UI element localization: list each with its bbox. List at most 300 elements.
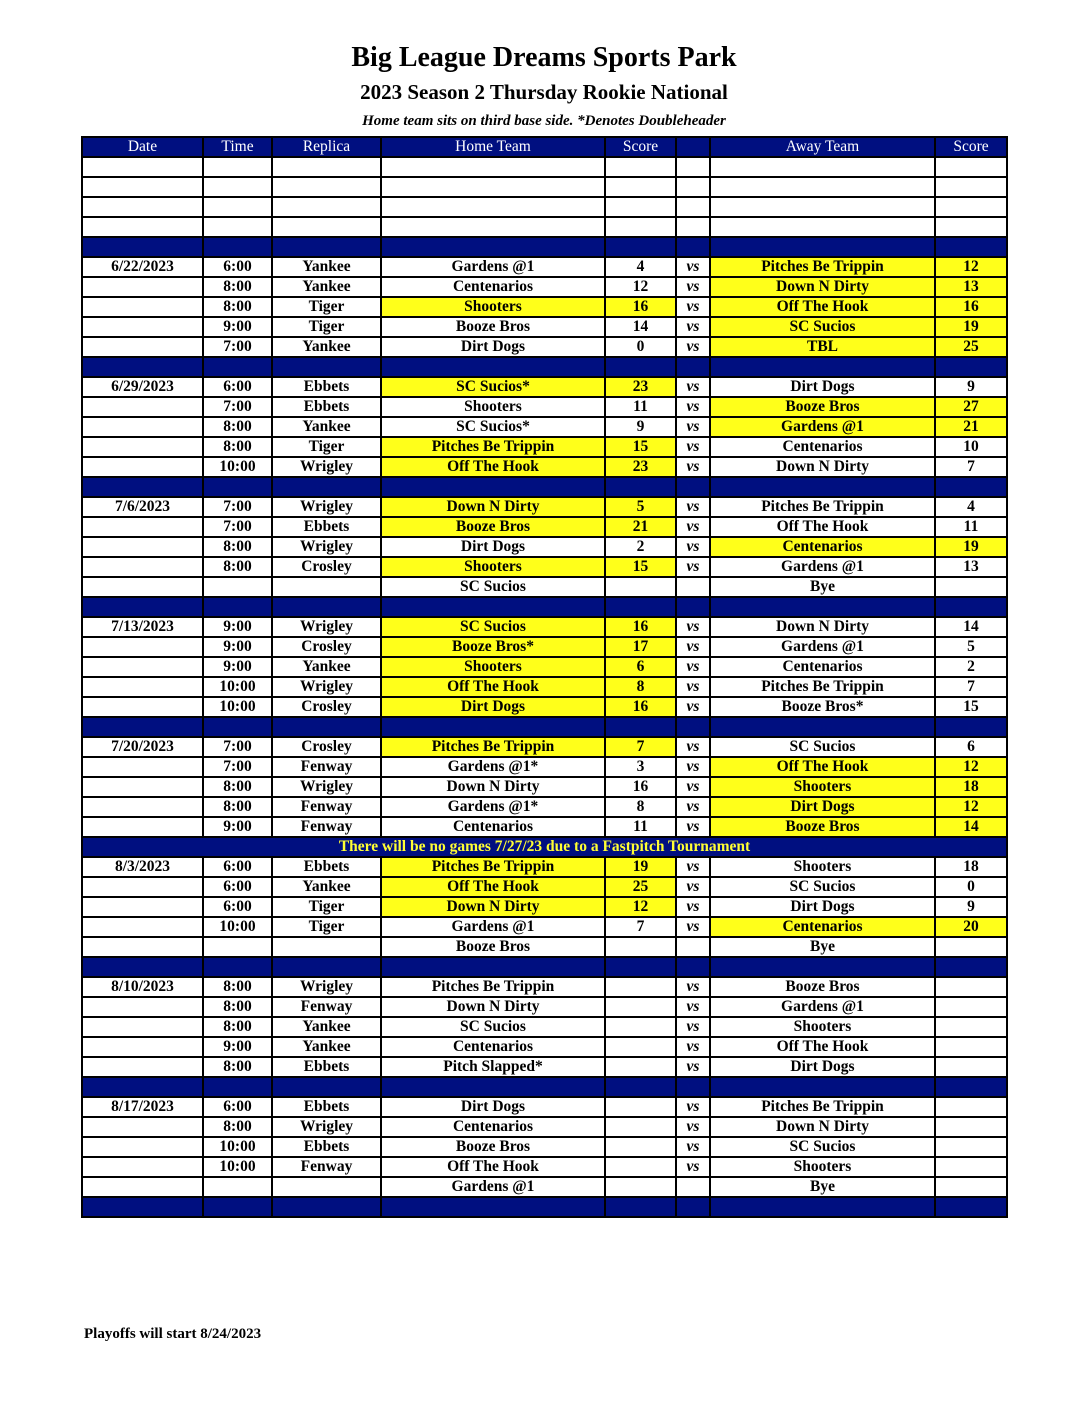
away-team-cell: Centenarios — [710, 917, 935, 937]
game-row — [82, 457, 1007, 477]
footer-note: Playoffs will start 8/24/2023 — [84, 1326, 262, 1342]
time-cell: 7:00 — [203, 397, 272, 417]
home-team-cell: Booze Bros — [381, 937, 605, 957]
home-score-cell: 16 — [605, 697, 676, 717]
home-score-cell: 14 — [605, 317, 676, 337]
away-team-cell: Pitches Be Trippin — [710, 257, 935, 277]
separator-cell — [272, 477, 381, 497]
away-team-cell: Shooters — [710, 857, 935, 877]
home-score-cell: 5 — [605, 497, 676, 517]
home-score-cell — [605, 1097, 676, 1117]
empty-cell — [710, 217, 935, 237]
date-cell: 8/10/2023 — [82, 977, 203, 997]
vs-cell: vs — [676, 297, 710, 317]
separator-cell — [676, 1077, 710, 1097]
time-cell: 6:00 — [203, 377, 272, 397]
home-team-cell: Gardens @1* — [381, 757, 605, 777]
home-team-cell: SC Sucios* — [381, 377, 605, 397]
notice-text: There will be no games 7/27/23 due to a Fastpitch Tournament — [82, 837, 1007, 857]
home-score-cell — [605, 1177, 676, 1197]
time-cell: 8:00 — [203, 537, 272, 557]
time-cell: 8:00 — [203, 297, 272, 317]
away-score-cell: 7 — [935, 457, 1007, 477]
date-cell — [82, 897, 203, 917]
date-cell: 7/20/2023 — [82, 737, 203, 757]
replica-cell: Yankee — [272, 1037, 381, 1057]
time-cell: 8:00 — [203, 277, 272, 297]
header-note: Home team sits on third base side. *Denotes Doubleheader — [362, 113, 726, 129]
away-score-cell — [935, 1017, 1007, 1037]
empty-cell — [676, 217, 710, 237]
replica-cell: Wrigley — [272, 537, 381, 557]
schedule-table — [81, 136, 1008, 1218]
time-cell: 9:00 — [203, 617, 272, 637]
game-row — [82, 777, 1007, 797]
col-header-away-score: Score — [935, 137, 1007, 157]
home-score-cell: 17 — [605, 637, 676, 657]
time-cell: 8:00 — [203, 977, 272, 997]
date-cell — [82, 277, 203, 297]
home-score-cell: 25 — [605, 877, 676, 897]
vs-cell: vs — [676, 537, 710, 557]
replica-cell: Wrigley — [272, 457, 381, 477]
away-team-cell: Bye — [710, 577, 935, 597]
separator-cell — [82, 597, 203, 617]
game-row — [82, 437, 1007, 457]
separator-cell — [381, 957, 605, 977]
vs-cell: vs — [676, 397, 710, 417]
away-score-cell: 0 — [935, 877, 1007, 897]
separator-cell — [272, 957, 381, 977]
separator-cell — [82, 1197, 203, 1217]
week-separator-row — [82, 1197, 1007, 1217]
time-cell: 7:00 — [203, 517, 272, 537]
replica-cell: Fenway — [272, 997, 381, 1017]
empty-cell — [710, 197, 935, 217]
separator-cell — [272, 357, 381, 377]
game-row — [82, 337, 1007, 357]
week-separator-row — [82, 597, 1007, 617]
home-team-cell: Booze Bros — [381, 1137, 605, 1157]
away-team-cell: Off The Hook — [710, 757, 935, 777]
game-row — [82, 1097, 1007, 1117]
replica-cell: Fenway — [272, 817, 381, 837]
date-cell — [82, 637, 203, 657]
game-row — [82, 797, 1007, 817]
empty-cell — [272, 157, 381, 177]
away-team-cell: Shooters — [710, 777, 935, 797]
replica-cell: Yankee — [272, 277, 381, 297]
away-score-cell — [935, 1117, 1007, 1137]
away-score-cell — [935, 1157, 1007, 1177]
game-row — [82, 1137, 1007, 1157]
vs-cell: vs — [676, 257, 710, 277]
replica-cell: Yankee — [272, 1017, 381, 1037]
away-score-cell: 21 — [935, 417, 1007, 437]
replica-cell: Ebbets — [272, 857, 381, 877]
time-cell: 6:00 — [203, 857, 272, 877]
away-team-cell: Centenarios — [710, 657, 935, 677]
vs-cell: vs — [676, 877, 710, 897]
home-team-cell: Centenarios — [381, 1037, 605, 1057]
separator-cell — [935, 237, 1007, 257]
home-score-cell — [605, 1117, 676, 1137]
home-score-cell: 4 — [605, 257, 676, 277]
separator-cell — [203, 597, 272, 617]
game-row — [82, 297, 1007, 317]
away-team-cell: Pitches Be Trippin — [710, 677, 935, 697]
separator-cell — [272, 597, 381, 617]
vs-cell — [676, 937, 710, 957]
time-cell — [203, 937, 272, 957]
replica-cell: Yankee — [272, 657, 381, 677]
empty-cell — [935, 157, 1007, 177]
replica-cell: Wrigley — [272, 777, 381, 797]
replica-cell — [272, 577, 381, 597]
home-team-cell: Down N Dirty — [381, 497, 605, 517]
vs-cell: vs — [676, 497, 710, 517]
away-score-cell: 15 — [935, 697, 1007, 717]
away-team-cell: Gardens @1 — [710, 637, 935, 657]
blank-row — [82, 217, 1007, 237]
empty-cell — [676, 197, 710, 217]
separator-cell — [605, 237, 676, 257]
away-team-cell: Bye — [710, 1177, 935, 1197]
vs-cell: vs — [676, 637, 710, 657]
date-cell: 8/3/2023 — [82, 857, 203, 877]
date-cell — [82, 1057, 203, 1077]
empty-cell — [935, 177, 1007, 197]
vs-cell: vs — [676, 317, 710, 337]
vs-cell: vs — [676, 1137, 710, 1157]
home-score-cell: 16 — [605, 617, 676, 637]
date-cell — [82, 1137, 203, 1157]
home-score-cell: 11 — [605, 817, 676, 837]
separator-cell — [676, 597, 710, 617]
home-team-cell: Gardens @1 — [381, 1177, 605, 1197]
away-team-cell: Centenarios — [710, 437, 935, 457]
away-score-cell: 13 — [935, 557, 1007, 577]
home-team-cell: Shooters — [381, 657, 605, 677]
replica-cell: Ebbets — [272, 397, 381, 417]
week-separator-row — [82, 717, 1007, 737]
date-cell — [82, 1177, 203, 1197]
game-row — [82, 517, 1007, 537]
time-cell: 6:00 — [203, 897, 272, 917]
away-score-cell — [935, 1057, 1007, 1077]
away-team-cell: Dirt Dogs — [710, 1057, 935, 1077]
vs-cell: vs — [676, 897, 710, 917]
vs-cell: vs — [676, 1017, 710, 1037]
replica-cell: Wrigley — [272, 977, 381, 997]
vs-cell: vs — [676, 677, 710, 697]
replica-cell: Ebbets — [272, 517, 381, 537]
away-team-cell: Dirt Dogs — [710, 897, 935, 917]
date-cell — [82, 757, 203, 777]
replica-cell: Tiger — [272, 297, 381, 317]
away-score-cell: 18 — [935, 857, 1007, 877]
separator-cell — [710, 597, 935, 617]
separator-cell — [381, 477, 605, 497]
away-team-cell: Off The Hook — [710, 297, 935, 317]
time-cell: 9:00 — [203, 1037, 272, 1057]
away-team-cell: Gardens @1 — [710, 417, 935, 437]
replica-cell: Tiger — [272, 917, 381, 937]
vs-cell: vs — [676, 657, 710, 677]
game-row — [82, 497, 1007, 517]
empty-cell — [381, 157, 605, 177]
vs-cell: vs — [676, 857, 710, 877]
replica-cell: Ebbets — [272, 1097, 381, 1117]
separator-cell — [605, 477, 676, 497]
away-score-cell: 27 — [935, 397, 1007, 417]
separator-cell — [272, 1197, 381, 1217]
vs-cell — [676, 1177, 710, 1197]
away-team-cell: Gardens @1 — [710, 997, 935, 1017]
away-team-cell: SC Sucios — [710, 877, 935, 897]
vs-cell: vs — [676, 277, 710, 297]
separator-cell — [203, 717, 272, 737]
time-cell: 9:00 — [203, 317, 272, 337]
replica-cell: Tiger — [272, 437, 381, 457]
separator-cell — [82, 477, 203, 497]
time-cell — [203, 577, 272, 597]
vs-cell: vs — [676, 977, 710, 997]
time-cell: 6:00 — [203, 1097, 272, 1117]
empty-cell — [82, 157, 203, 177]
separator-cell — [676, 957, 710, 977]
blank-row — [82, 157, 1007, 177]
date-cell — [82, 517, 203, 537]
date-cell — [82, 937, 203, 957]
away-score-cell: 7 — [935, 677, 1007, 697]
date-cell — [82, 917, 203, 937]
separator-cell — [710, 1197, 935, 1217]
date-cell — [82, 877, 203, 897]
away-score-cell — [935, 937, 1007, 957]
vs-cell: vs — [676, 1117, 710, 1137]
vs-cell: vs — [676, 437, 710, 457]
game-row — [82, 657, 1007, 677]
date-cell — [82, 777, 203, 797]
away-team-cell: Booze Bros — [710, 397, 935, 417]
home-team-cell: Shooters — [381, 297, 605, 317]
date-cell: 7/13/2023 — [82, 617, 203, 637]
date-cell — [82, 437, 203, 457]
home-score-cell: 16 — [605, 777, 676, 797]
time-cell: 9:00 — [203, 817, 272, 837]
vs-cell: vs — [676, 417, 710, 437]
separator-cell — [605, 357, 676, 377]
game-row — [82, 1017, 1007, 1037]
away-score-cell: 18 — [935, 777, 1007, 797]
col-header-vs — [676, 137, 710, 157]
home-score-cell: 21 — [605, 517, 676, 537]
away-team-cell: Down N Dirty — [710, 457, 935, 477]
vs-cell: vs — [676, 997, 710, 1017]
date-cell — [82, 317, 203, 337]
empty-cell — [272, 197, 381, 217]
replica-cell: Tiger — [272, 897, 381, 917]
time-cell: 10:00 — [203, 1137, 272, 1157]
home-team-cell: Dirt Dogs — [381, 537, 605, 557]
empty-cell — [710, 157, 935, 177]
empty-cell — [381, 217, 605, 237]
time-cell: 10:00 — [203, 917, 272, 937]
home-team-cell: Down N Dirty — [381, 997, 605, 1017]
away-team-cell: Booze Bros — [710, 817, 935, 837]
separator-cell — [605, 1197, 676, 1217]
separator-cell — [381, 717, 605, 737]
home-team-cell: Off The Hook — [381, 457, 605, 477]
date-cell — [82, 457, 203, 477]
replica-cell — [272, 1177, 381, 1197]
game-row — [82, 1157, 1007, 1177]
replica-cell: Yankee — [272, 257, 381, 277]
separator-cell — [203, 477, 272, 497]
separator-cell — [381, 357, 605, 377]
home-score-cell: 15 — [605, 437, 676, 457]
empty-cell — [381, 177, 605, 197]
separator-cell — [935, 1077, 1007, 1097]
away-team-cell: SC Sucios — [710, 1137, 935, 1157]
vs-cell: vs — [676, 1037, 710, 1057]
separator-cell — [82, 237, 203, 257]
separator-cell — [710, 1077, 935, 1097]
replica-cell: Fenway — [272, 1157, 381, 1177]
away-team-cell: Down N Dirty — [710, 1117, 935, 1137]
col-header-home-score: Score — [605, 137, 676, 157]
home-team-cell: Shooters — [381, 397, 605, 417]
replica-cell: Wrigley — [272, 497, 381, 517]
date-cell — [82, 397, 203, 417]
game-row — [82, 737, 1007, 757]
replica-cell — [272, 937, 381, 957]
home-score-cell: 8 — [605, 797, 676, 817]
away-score-cell: 9 — [935, 897, 1007, 917]
empty-cell — [605, 177, 676, 197]
game-row — [82, 817, 1007, 837]
blank-row — [82, 177, 1007, 197]
home-score-cell — [605, 1057, 676, 1077]
date-cell: 7/6/2023 — [82, 497, 203, 517]
date-cell — [82, 997, 203, 1017]
home-score-cell — [605, 1017, 676, 1037]
home-team-cell: Centenarios — [381, 817, 605, 837]
week-separator-row — [82, 1077, 1007, 1097]
separator-cell — [272, 717, 381, 737]
replica-cell: Yankee — [272, 337, 381, 357]
home-score-cell: 11 — [605, 397, 676, 417]
replica-cell: Ebbets — [272, 377, 381, 397]
replica-cell: Tiger — [272, 317, 381, 337]
col-header-away-team: Away Team — [710, 137, 935, 157]
game-row — [82, 977, 1007, 997]
game-row — [82, 277, 1007, 297]
away-team-cell: Bye — [710, 937, 935, 957]
vs-cell: vs — [676, 617, 710, 637]
home-score-cell: 7 — [605, 737, 676, 757]
time-cell: 10:00 — [203, 1157, 272, 1177]
away-team-cell: Dirt Dogs — [710, 377, 935, 397]
table-header-row — [82, 137, 1007, 157]
time-cell: 6:00 — [203, 877, 272, 897]
replica-cell: Wrigley — [272, 677, 381, 697]
away-team-cell: Pitches Be Trippin — [710, 497, 935, 517]
time-cell: 7:00 — [203, 737, 272, 757]
date-cell — [82, 537, 203, 557]
schedule-body — [82, 157, 1007, 1217]
game-row — [82, 757, 1007, 777]
vs-cell: vs — [676, 457, 710, 477]
away-score-cell: 12 — [935, 757, 1007, 777]
separator-cell — [203, 957, 272, 977]
away-score-cell: 13 — [935, 277, 1007, 297]
home-score-cell: 23 — [605, 377, 676, 397]
replica-cell: Crosley — [272, 637, 381, 657]
bye-row — [82, 937, 1007, 957]
home-team-cell: SC Sucios* — [381, 417, 605, 437]
home-team-cell: Gardens @1* — [381, 797, 605, 817]
game-row — [82, 557, 1007, 577]
week-separator-row — [82, 957, 1007, 977]
vs-cell: vs — [676, 737, 710, 757]
time-cell: 10:00 — [203, 677, 272, 697]
home-team-cell: Off The Hook — [381, 877, 605, 897]
separator-cell — [82, 1077, 203, 1097]
away-score-cell: 14 — [935, 617, 1007, 637]
time-cell: 9:00 — [203, 657, 272, 677]
vs-cell: vs — [676, 1057, 710, 1077]
away-team-cell: Shooters — [710, 1017, 935, 1037]
empty-cell — [203, 157, 272, 177]
away-score-cell: 14 — [935, 817, 1007, 837]
vs-cell: vs — [676, 557, 710, 577]
game-row — [82, 1117, 1007, 1137]
separator-cell — [381, 1077, 605, 1097]
time-cell: 8:00 — [203, 557, 272, 577]
separator-cell — [82, 717, 203, 737]
separator-cell — [272, 1077, 381, 1097]
home-score-cell — [605, 1037, 676, 1057]
separator-cell — [203, 1077, 272, 1097]
empty-cell — [381, 197, 605, 217]
separator-cell — [710, 717, 935, 737]
home-team-cell: Off The Hook — [381, 677, 605, 697]
home-team-cell: Booze Bros — [381, 317, 605, 337]
week-separator-row — [82, 237, 1007, 257]
home-team-cell: SC Sucios — [381, 617, 605, 637]
replica-cell: Yankee — [272, 877, 381, 897]
separator-cell — [203, 1197, 272, 1217]
home-score-cell: 2 — [605, 537, 676, 557]
home-team-cell: Off The Hook — [381, 1157, 605, 1177]
replica-cell: Ebbets — [272, 1137, 381, 1157]
replica-cell: Wrigley — [272, 617, 381, 637]
separator-cell — [272, 237, 381, 257]
away-score-cell — [935, 577, 1007, 597]
separator-cell — [381, 597, 605, 617]
empty-cell — [82, 177, 203, 197]
home-team-cell: Booze Bros* — [381, 637, 605, 657]
home-score-cell — [605, 577, 676, 597]
home-score-cell: 19 — [605, 857, 676, 877]
home-team-cell: Pitches Be Trippin — [381, 857, 605, 877]
away-score-cell — [935, 977, 1007, 997]
date-cell — [82, 1117, 203, 1137]
away-team-cell: Down N Dirty — [710, 617, 935, 637]
home-score-cell: 16 — [605, 297, 676, 317]
